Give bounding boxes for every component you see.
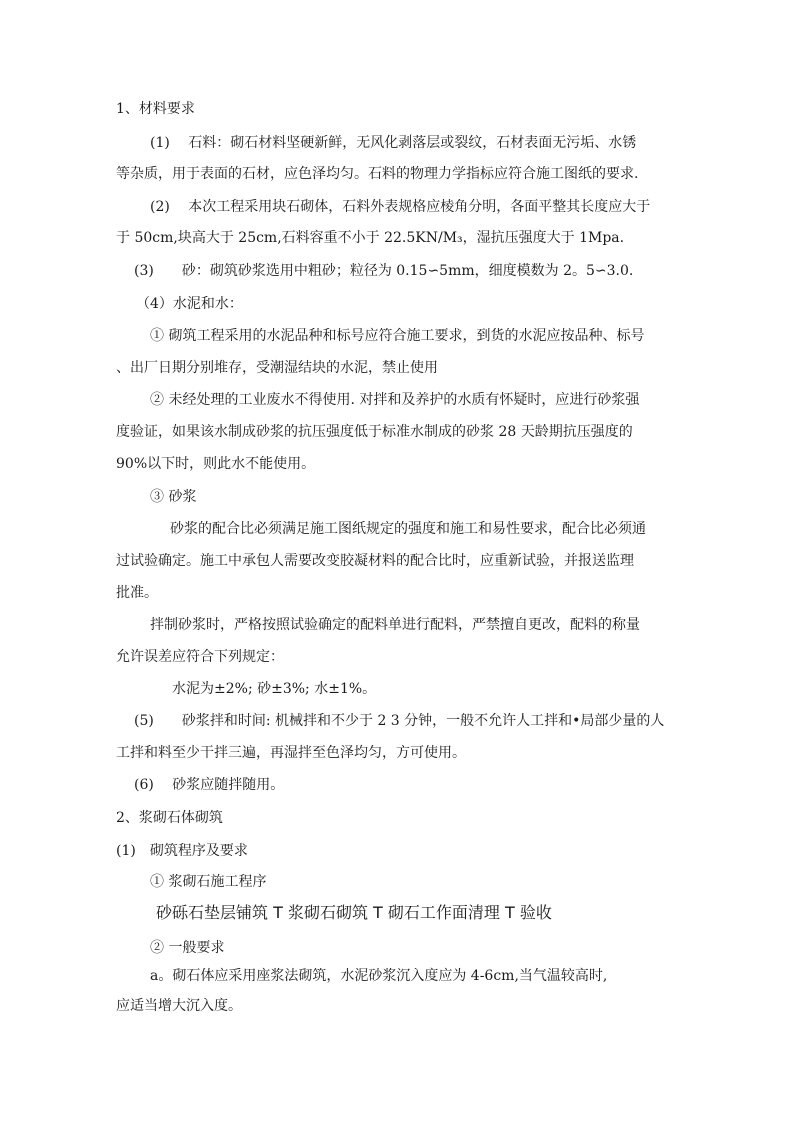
clause3-heading: ③ 砂浆 [150, 489, 197, 505]
clause2-line3: 90%以下时，则此水不能使用。 [116, 456, 316, 472]
requirement-a-line2: 应适当增大沉入度。 [116, 998, 242, 1014]
item3-line1: (3) 砂：砌筑砂浆选用中粗砂；粒径为 0.15∽5mm，细度模数为 2。5∽3.0. [134, 263, 634, 279]
clause1-line1: ① 砌筑工程采用的水泥品种和标号应符合施工要求，到货的水泥应按品种、标号 [150, 328, 645, 344]
process-flow: 砂砾石垫层铺筑 T 浆砌石砌筑 T 砌石工作面清理 T 验收 [156, 903, 552, 922]
item2-line1: (2) 本次工程采用块石砌体，石料外表规格应棱角分明，各面平整其长度应大于 [150, 199, 651, 215]
mortar-para1-line3: 批准。 [116, 585, 158, 601]
general-requirements-heading: ② 一般要求 [150, 940, 225, 956]
item5-line2: 工拌和料至少干拌三遍，再湿拌至色泽均匀，方可使用。 [116, 745, 466, 761]
clause2-line2: 度验证，如果该水制成砂浆的抗压强度低于标准水制成的砂浆 28 天龄期抗压强度的 [116, 424, 633, 440]
section1-heading: 1、材料要求 [116, 101, 195, 117]
clause2-line1: ② 未经处理的工业废水不得使用. 对拌和及养护的水质有怀疑时，应进行砂浆强 [150, 392, 640, 408]
mortar-para1-line2: 过试验确定。施工中承包人需要改变胶凝材料的配合比时，应重新试验，并报送监理 [116, 553, 634, 569]
item2-line2: 于 50cm,块高大于 25cm,石料容重不小于 22.5KN/M₃，湿抗压强度大于 1Mpa. [116, 230, 625, 246]
mortar-para2-line1: 拌制砂浆时，严格按照试验确定的配料单进行配料，严禁擅自更改，配料的称量 [150, 617, 640, 633]
item1-line1: (1) 石料：砌石材料坚硬新鲜，无风化剥落层或裂纹，石材表面无污垢、水锈 [150, 135, 637, 151]
mortar-para1-line1: 砂浆的配合比必须满足施工图纸规定的强度和施工和易性要求，配合比必须通 [170, 521, 646, 537]
item5-line1: (5) 砂浆拌和时间: 机械拌和不少于 2 3 分钟，一般不允许人工拌和•局部少量的人 [134, 713, 665, 729]
requirement-a-line1: a。砌石体应采用座浆法砌筑，水泥砂浆沉入度应为 4-6cm,当气温较高时, [150, 968, 608, 984]
clause1-line2: 、出厂日期分别堆存，受潮湿结块的水泥，禁止使用 [116, 360, 438, 376]
subsection1-heading: (1) 砌筑程序及要求 [116, 843, 248, 859]
mortar-para2-line2: 允许误差应符合下列规定： [116, 649, 284, 665]
tolerance-line: 水泥为±2%; 砂±3%; 水±1%。 [172, 681, 377, 697]
item4-heading: （4）水泥和水： [136, 296, 243, 312]
section2-heading: 2、浆砌石体砌筑 [116, 810, 223, 826]
procedure-heading: ① 浆砌石施工程序 [150, 874, 267, 890]
item1-line2: 等杂质，用于表面的石材，应色泽均匀。石料的物理力学指标应符合施工图纸的要求. [116, 166, 639, 182]
item6-line: (6) 砂浆应随拌随用。 [134, 777, 285, 793]
